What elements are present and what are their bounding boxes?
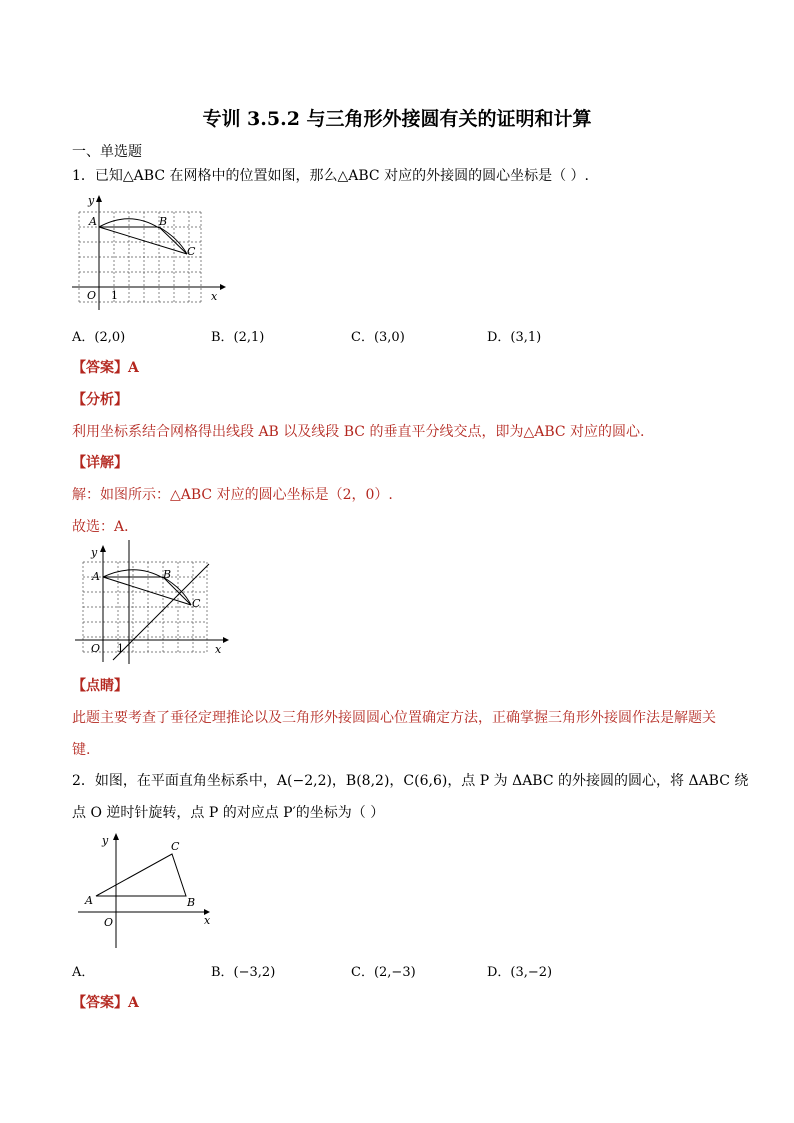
q1-y-label: y bbox=[88, 194, 95, 207]
q2-stem-line1: 2．如图，在平面直角坐标系中，A(−2,2)，B(8,2)，C(6,6)，点 P 为 ΔABC 的外接圆的圆心，将 ΔABC 绕 bbox=[72, 773, 749, 789]
q2-point-a: A bbox=[85, 894, 93, 907]
q1-analysis-text: 利用坐标系结合网格得出线段 AB 以及线段 BC 的垂直平分线交点，即为△ABC 对应的圆心. bbox=[72, 424, 645, 440]
q2-figure bbox=[78, 828, 218, 952]
q2-point-c: C bbox=[171, 840, 180, 853]
q1-point-c: C bbox=[187, 245, 196, 258]
q1-option-c: C．(3,0) bbox=[351, 330, 405, 345]
q1-comment-tag: 【点睛】 bbox=[72, 678, 128, 694]
q2-answer: 【答案】A bbox=[72, 995, 139, 1011]
q1s-point-a: A bbox=[92, 570, 100, 583]
q1-solution-figure bbox=[73, 540, 233, 664]
q1-option-d: D．(3,1) bbox=[487, 330, 542, 345]
q2-option-c: C．(2,−3) bbox=[351, 965, 416, 980]
q2-option-d: D．(3,−2) bbox=[487, 965, 553, 980]
q1-figure bbox=[70, 192, 230, 314]
q1-point-b: B bbox=[159, 215, 168, 228]
q1s-point-b: B bbox=[163, 568, 172, 581]
section-heading: 一、单选题 bbox=[72, 144, 142, 160]
q1-answer: 【答案】A bbox=[72, 360, 139, 376]
q1-comment-line2: 键. bbox=[72, 742, 91, 758]
q2-point-b: B bbox=[187, 896, 196, 909]
q1s-unit-label: 1 bbox=[117, 642, 124, 655]
q1-option-a: A．(2,0) bbox=[72, 330, 126, 345]
q1-origin-label: O bbox=[87, 289, 97, 302]
q1-stem: 1．已知△ABC 在网格中的位置如图，那么△ABC 对应的外接圆的圆心坐标是（ ）. bbox=[72, 168, 589, 184]
q1s-origin-label: O bbox=[91, 642, 101, 655]
q2-origin-label: O bbox=[104, 916, 114, 929]
q1-comment-line1: 此题主要考查了垂径定理推论以及三角形外接圆圆心位置确定方法，正确掌握三角形外接圆作法是解题关 bbox=[72, 710, 716, 726]
q1-choose: 故选：A． bbox=[72, 519, 139, 535]
q2-option-a: A． bbox=[72, 965, 95, 980]
page-title: 专训 3.5.2 与三角形外接圆有关的证明和计算 bbox=[202, 108, 592, 130]
q1s-y-label: y bbox=[91, 546, 98, 559]
q1s-x-label: x bbox=[215, 643, 222, 656]
q2-option-b: B．(−3,2) bbox=[211, 965, 276, 980]
q1-point-a: A bbox=[89, 215, 97, 228]
q2-x-label: x bbox=[204, 914, 211, 927]
q2-y-label: y bbox=[102, 834, 109, 847]
q1s-point-c: C bbox=[192, 597, 201, 610]
q1-unit-label: 1 bbox=[111, 289, 118, 302]
q1-detail-tag: 【详解】 bbox=[72, 455, 128, 471]
q2-stem-line2: 点 O 逆时针旋转，点 P 的对应点 P′的坐标为（ ） bbox=[72, 805, 385, 821]
q1-detail-text: 解：如图所示：△ABC 对应的圆心坐标是（2，0）. bbox=[72, 487, 393, 503]
q1-option-b: B．(2,1) bbox=[211, 330, 265, 345]
q1-analysis-tag: 【分析】 bbox=[72, 392, 128, 408]
q1-x-label: x bbox=[211, 290, 218, 303]
